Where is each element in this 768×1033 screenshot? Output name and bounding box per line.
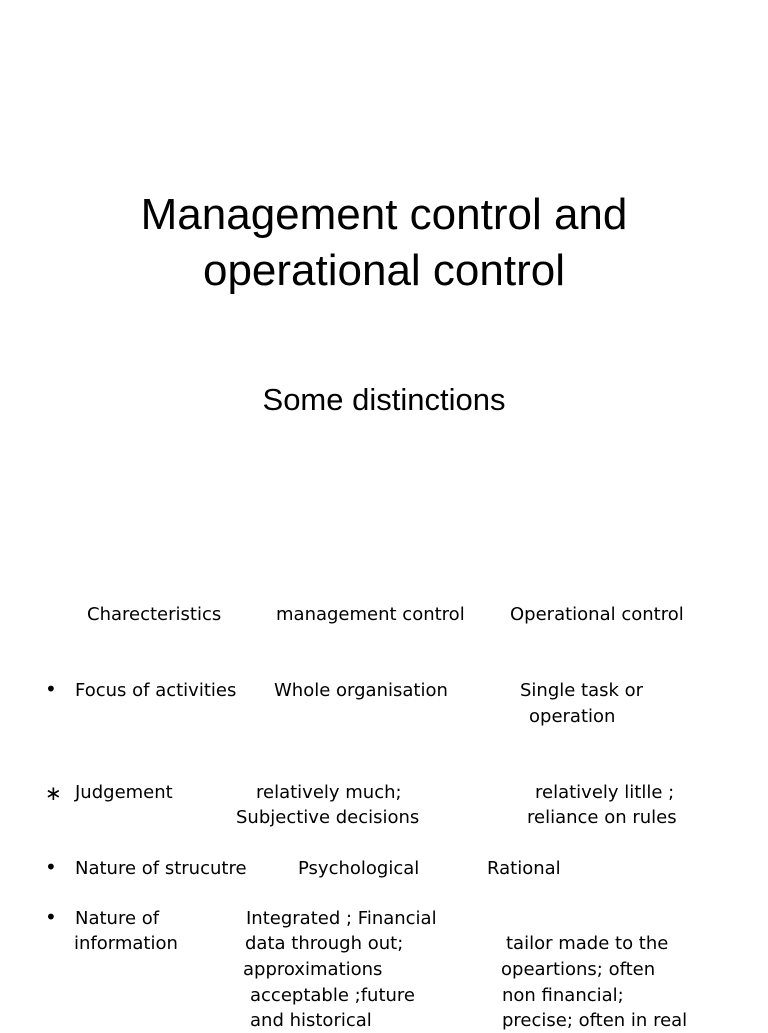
operational-cell: reliance on rules	[527, 807, 677, 828]
operational-cell: opeartions; often	[501, 959, 656, 980]
management-cell: approximations	[243, 959, 383, 980]
management-cell: Whole organisation	[274, 680, 448, 701]
management-cell: Subjective decisions	[236, 807, 420, 828]
management-cell: data through out;	[245, 933, 404, 954]
header-operational-control: Operational control	[510, 604, 684, 625]
operational-cell: precise; often in real	[502, 1010, 688, 1031]
title-line-1: Management control and	[140, 190, 628, 239]
management-cell: acceptable ;future	[250, 985, 415, 1006]
asterisk-bullet-icon: ∗	[45, 781, 62, 805]
row-label: Nature of strucutre	[75, 858, 247, 879]
row-label: Judgement	[75, 782, 173, 803]
operational-cell: tailor made to the	[506, 933, 669, 954]
bullet-icon: •	[45, 677, 57, 701]
management-cell: Integrated ; Financial	[246, 908, 437, 929]
operational-cell: non financial;	[502, 985, 624, 1006]
operational-cell: Single task or	[520, 680, 644, 701]
slide-subtitle: Some distinctions	[262, 382, 506, 417]
bullet-icon: •	[45, 905, 57, 929]
operational-cell: Rational	[487, 858, 561, 879]
bullet-icon: •	[45, 855, 57, 879]
title-line-2: operational control	[202, 246, 565, 295]
row-label: information	[74, 933, 178, 954]
row-label: Nature of	[75, 908, 160, 929]
management-cell: relatively much;	[256, 782, 402, 803]
operational-cell: relatively litlle ;	[535, 782, 675, 803]
header-management-control: management control	[276, 604, 465, 625]
management-cell: and historical	[250, 1010, 372, 1031]
management-cell: Psychological	[298, 858, 420, 879]
operational-cell: operation	[529, 706, 616, 727]
row-label: Focus of activities	[75, 680, 237, 701]
header-characteristics: Charecteristics	[87, 604, 222, 625]
